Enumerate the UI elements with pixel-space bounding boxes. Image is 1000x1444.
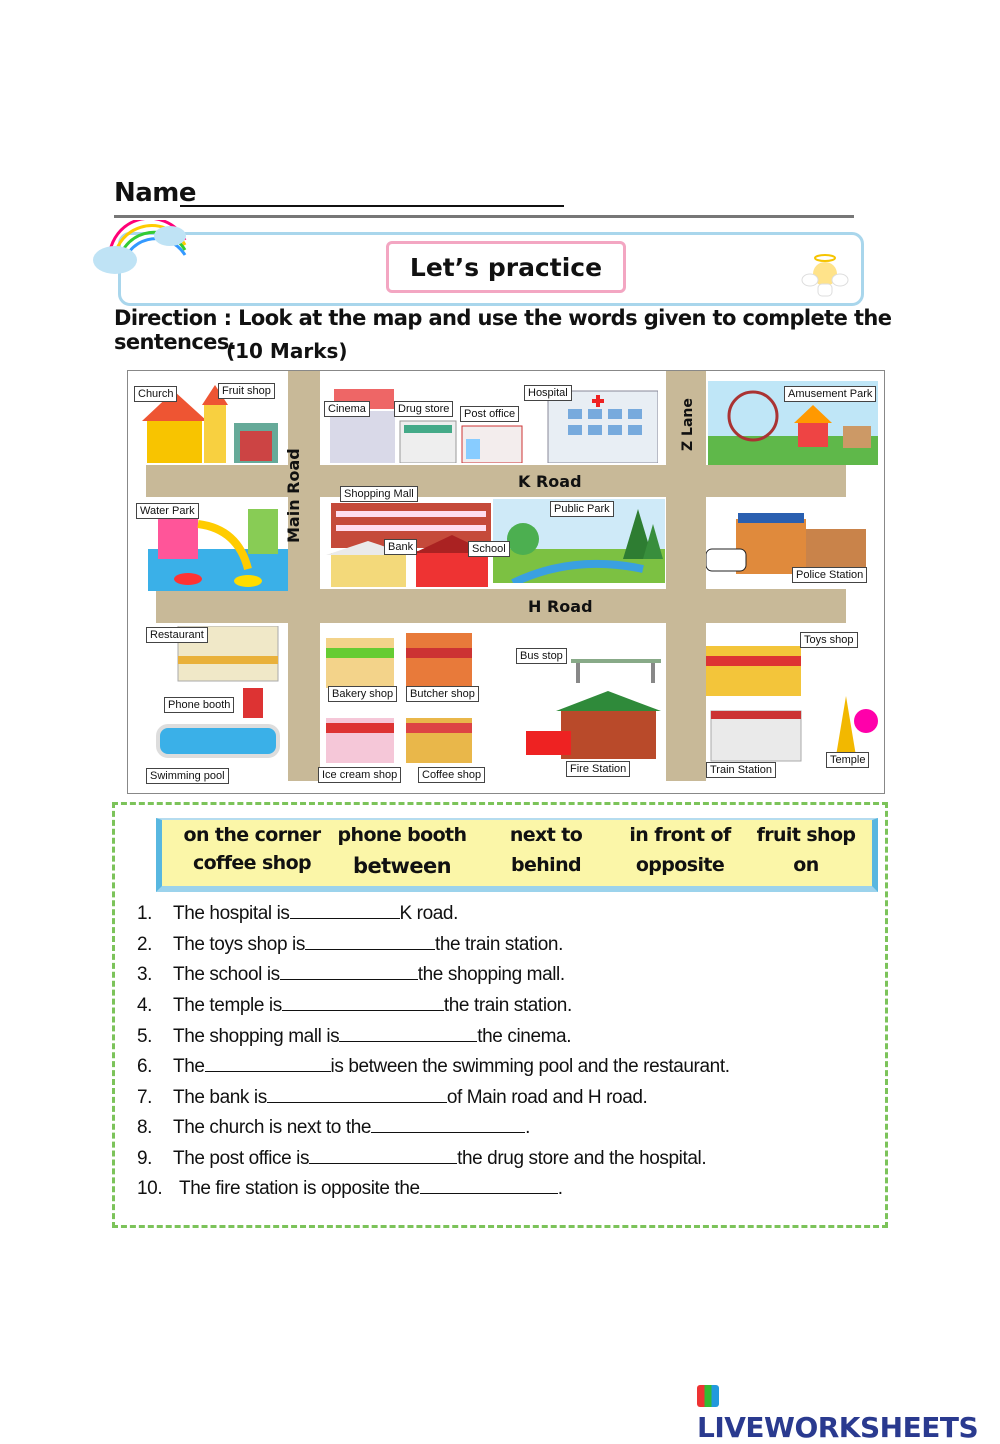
label-water-park: Water Park xyxy=(136,503,199,519)
label-toys-shop: Toys shop xyxy=(800,632,858,648)
k-road-label: K Road xyxy=(518,472,582,491)
k-road xyxy=(146,465,846,497)
marks-text: (10 Marks) xyxy=(226,339,348,363)
label-fire-station: Fire Station xyxy=(566,761,630,777)
question-1: 1. The hospital is K road. xyxy=(137,903,458,924)
h-road-label: H Road xyxy=(528,597,593,616)
label-public-park: Public Park xyxy=(550,501,614,517)
word-phone-booth: phone booth xyxy=(337,824,467,846)
label-temple: Temple xyxy=(826,752,869,768)
answer-blank[interactable] xyxy=(309,1147,457,1164)
liveworksheets-logo: LIVEWORKSHEETS xyxy=(697,1378,1000,1444)
z-lane-label: Z Lane xyxy=(680,398,696,451)
label-school: School xyxy=(468,541,510,557)
label-post-office: Post office xyxy=(460,406,519,422)
logo-icon xyxy=(697,1385,719,1407)
question-3: 3. The school is the shopping mall. xyxy=(137,964,565,985)
word-in-front-of: in front of xyxy=(629,824,731,846)
answer-blank[interactable] xyxy=(280,963,418,980)
label-butcher-shop: Butcher shop xyxy=(406,686,479,702)
label-swimming-pool: Swimming pool xyxy=(146,768,229,784)
label-bank: Bank xyxy=(384,539,417,555)
h-road xyxy=(156,589,846,623)
label-fruit-shop: Fruit shop xyxy=(218,383,275,399)
label-police-station: Police Station xyxy=(792,567,867,583)
question-2: 2. The toys shop is the train station. xyxy=(137,934,563,955)
word-behind: behind xyxy=(510,854,582,876)
label-cinema: Cinema xyxy=(324,401,370,417)
answer-blank[interactable] xyxy=(290,902,400,919)
label-bakery-shop: Bakery shop xyxy=(328,686,397,702)
word-coffee-shop: coffee shop xyxy=(192,852,312,874)
main-road xyxy=(288,371,320,781)
label-hospital: Hospital xyxy=(524,385,572,401)
label-bus-stop: Bus stop xyxy=(516,648,567,664)
question-10: 10. The fire station is opposite the . xyxy=(137,1178,563,1199)
question-8: 8. The church is next to the . xyxy=(137,1117,530,1138)
town-map xyxy=(127,370,885,794)
page-title: Let’s practice xyxy=(386,241,626,293)
question-4: 4. The temple is the train station. xyxy=(137,995,572,1016)
question-6: 6. The is between the swimming pool and the restaurant. xyxy=(137,1056,730,1077)
label-shopping-mall: Shopping Mall xyxy=(340,486,418,502)
cinema-drugstore-postoffice-hospital-icon xyxy=(328,381,658,463)
label-restaurant: Restaurant xyxy=(146,627,208,643)
label-train-station: Train Station xyxy=(706,762,776,778)
label-amusement-park: Amusement Park xyxy=(784,386,876,402)
word-bank xyxy=(156,818,878,892)
answer-blank[interactable] xyxy=(282,994,444,1011)
direction-text: Direction : Look at the map and use the words given to complete the sentences. xyxy=(114,306,892,354)
word-opposite: opposite xyxy=(635,854,725,876)
word-next-to: next to xyxy=(509,824,583,846)
word-fruit-shop: fruit shop xyxy=(756,824,856,846)
question-9: 9. The post office is the drug store and the hospital. xyxy=(137,1148,707,1169)
label-coffee-shop: Coffee shop xyxy=(418,767,485,783)
label-ice-cream-shop: Ice cream shop xyxy=(318,767,401,783)
answer-blank[interactable] xyxy=(267,1086,447,1103)
word-between: between xyxy=(353,854,451,878)
main-road-label: Main Road xyxy=(284,448,303,543)
question-7: 7. The bank is of Main road and H road. xyxy=(137,1087,648,1108)
answer-blank[interactable] xyxy=(420,1177,558,1194)
label-drug-store: Drug store xyxy=(394,401,453,417)
name-blank[interactable] xyxy=(180,205,564,207)
answer-blank[interactable] xyxy=(205,1055,331,1072)
rainbow-cloud-icon xyxy=(90,220,190,280)
answer-blank[interactable] xyxy=(371,1116,525,1133)
word-on: on xyxy=(793,854,819,876)
answer-blank[interactable] xyxy=(305,933,435,950)
name-label: Name xyxy=(114,178,197,208)
answer-blank[interactable] xyxy=(339,1025,477,1042)
angel-icon xyxy=(800,250,850,300)
divider xyxy=(114,215,854,218)
word-on-the-corner: on the corner xyxy=(183,824,321,846)
label-phone-booth: Phone booth xyxy=(164,697,234,713)
label-church: Church xyxy=(134,386,177,402)
question-5: 5. The shopping mall is the cinema. xyxy=(137,1026,572,1047)
